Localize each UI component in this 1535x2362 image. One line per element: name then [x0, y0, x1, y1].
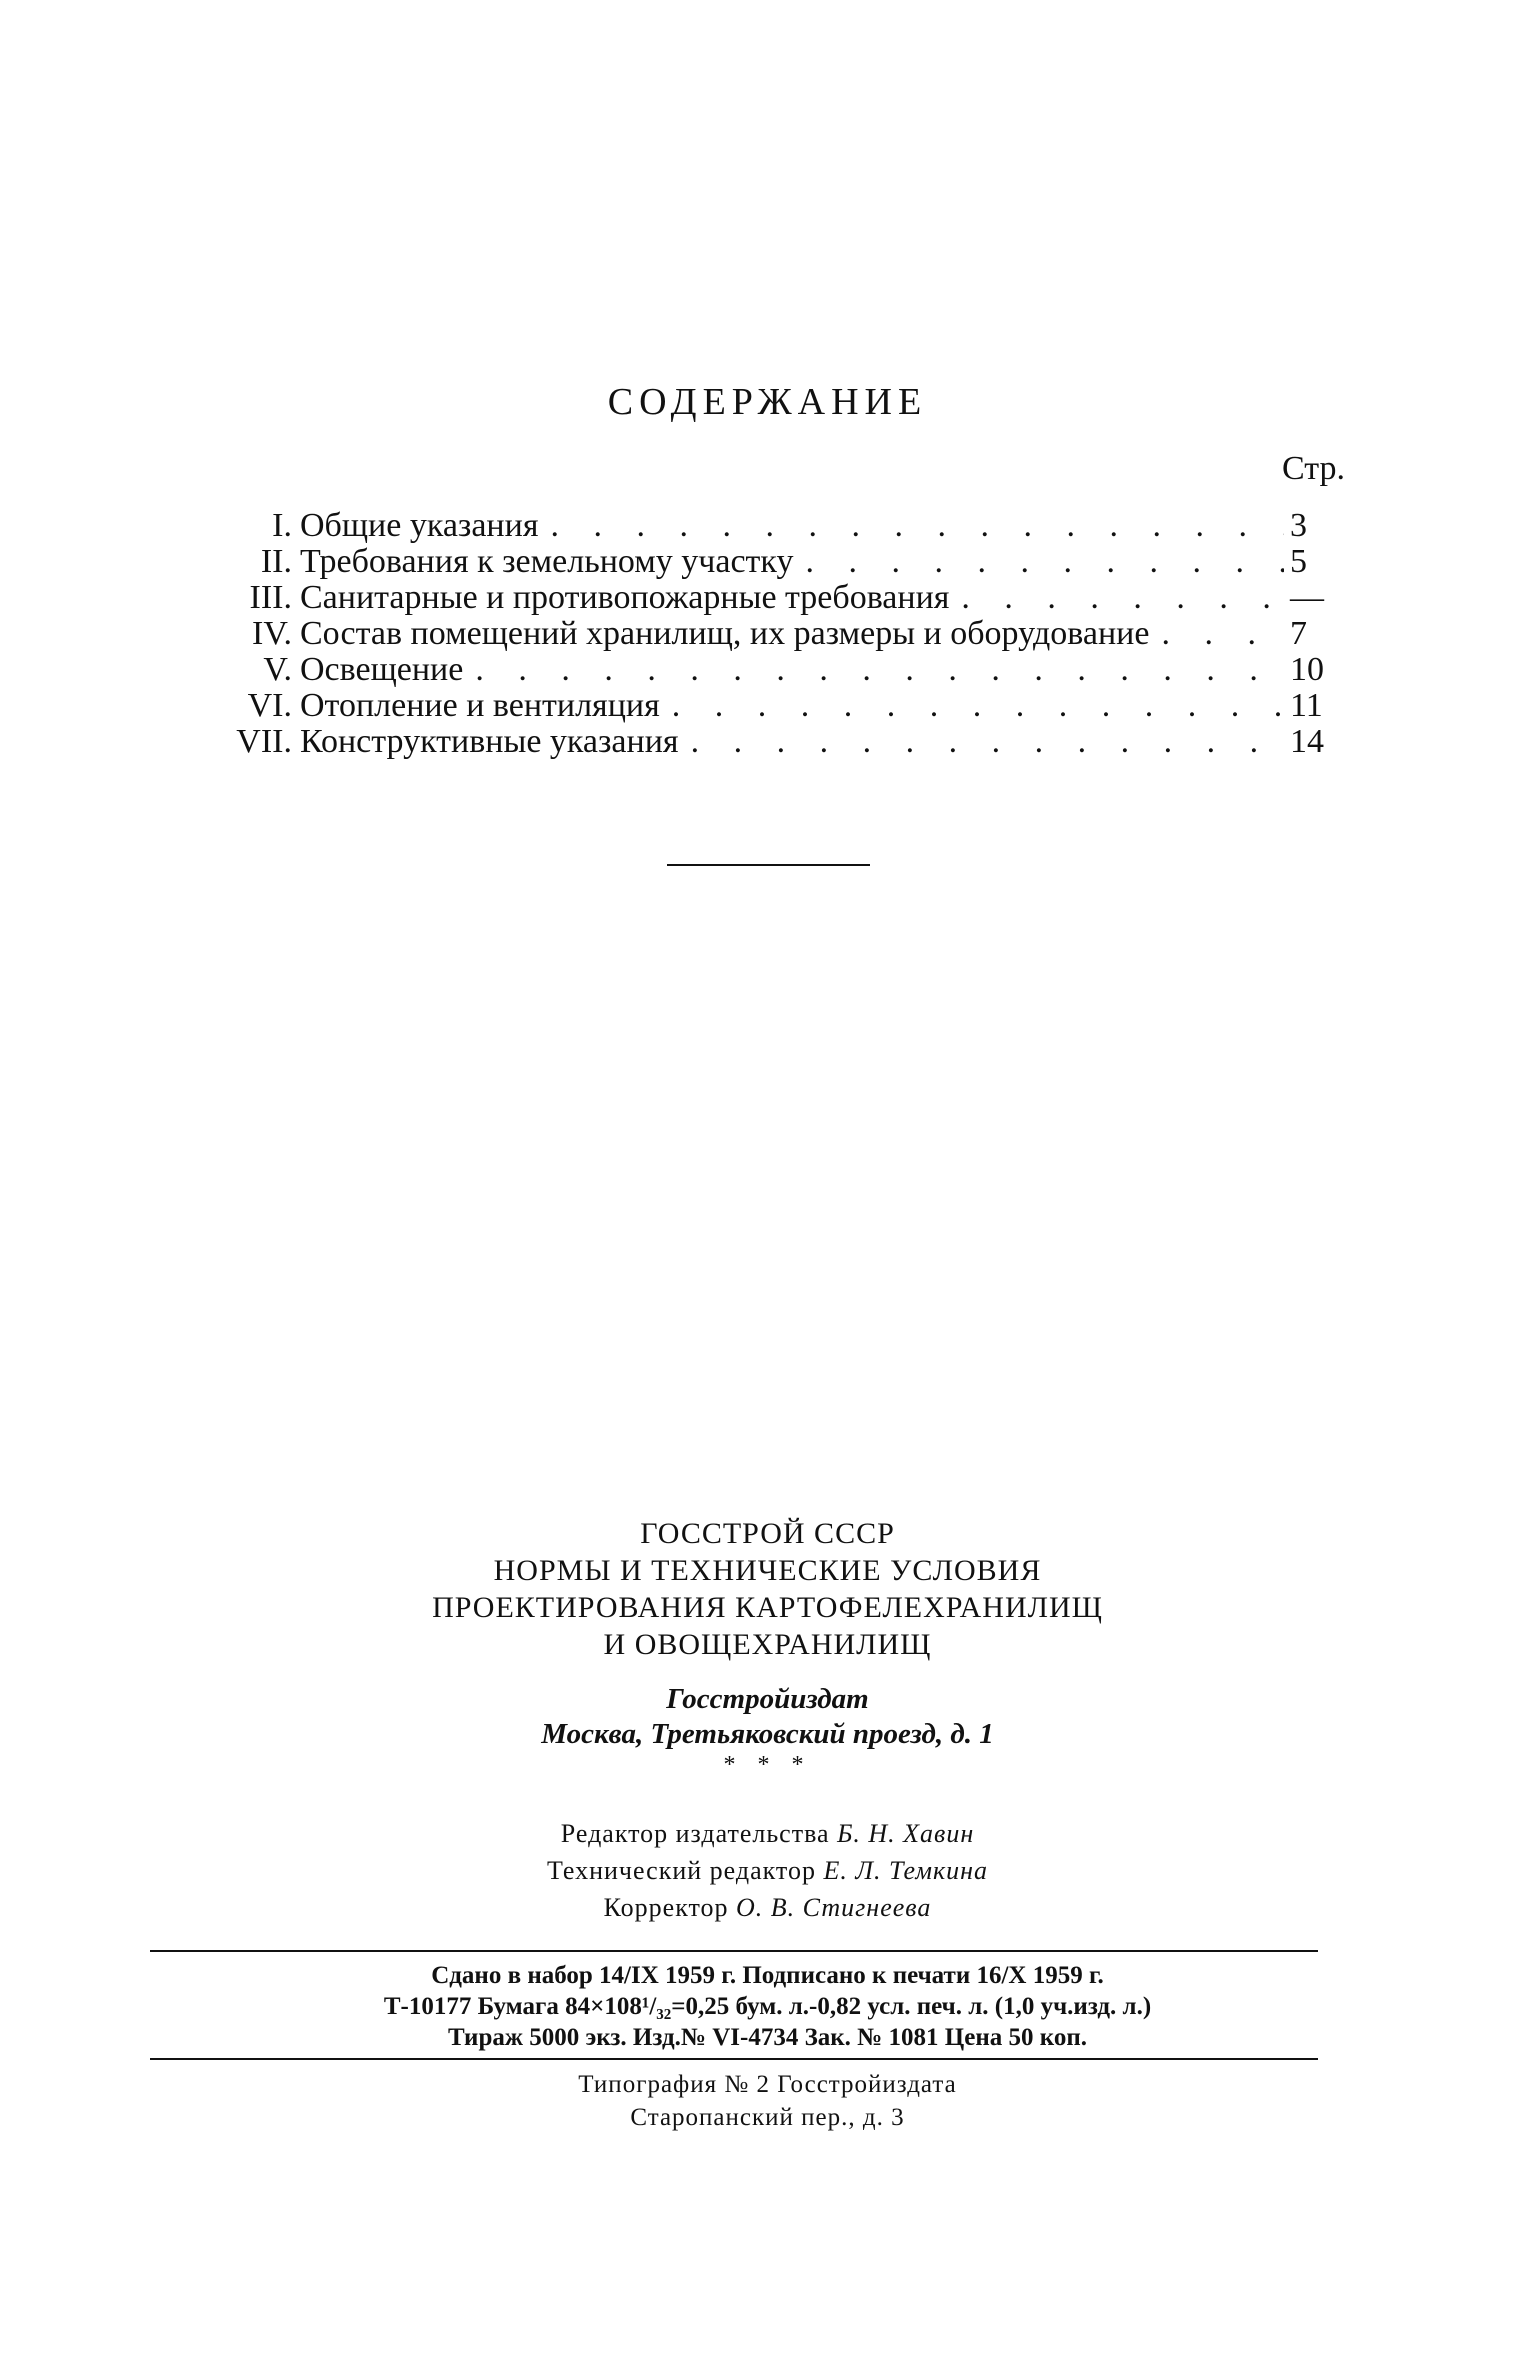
title-line: И ОВОЩЕХРАНИЛИЩ	[603, 1628, 932, 1661]
toc-item-title: Состав помещений хранилищ, их размеры и оборудование	[300, 615, 1150, 652]
toc-item-page: —	[1290, 579, 1324, 616]
section-divider	[667, 864, 870, 866]
printer-line: Старопанский пер., д. 3	[630, 2104, 905, 2131]
toc-item	[150, 616, 1340, 652]
print-data-line: Тираж 5000 экз. Изд.№ VI-4734 Зак. № 1081 Цена 50 коп.	[448, 2024, 1087, 2051]
toc-item-number: II.	[260, 543, 292, 580]
print-data-line: Сдано в набор 14/IX 1959 г. Подписано к печати 16/X 1959 г.	[431, 1962, 1104, 1989]
toc-item	[150, 688, 1340, 724]
toc-item	[150, 544, 1340, 580]
rule-top	[150, 1950, 1318, 1952]
toc-item-number: VI.	[247, 687, 292, 724]
toc-item-page: 11	[1290, 687, 1323, 724]
publisher-address: Москва, Третьяковский проезд, д. 1	[541, 1718, 994, 1750]
credits-block	[0, 1815, 1535, 1926]
toc-item	[150, 580, 1340, 616]
toc-item-page: 14	[1290, 723, 1324, 760]
toc-item-number: V.	[263, 651, 292, 688]
credit-role: Корректор	[603, 1893, 729, 1922]
title-line: ПРОЕКТИРОВАНИЯ КАРТОФЕЛЕХРАНИЛИЩ	[432, 1591, 1103, 1624]
publisher-block	[0, 1682, 1535, 1752]
publisher-name: Госстройиздат	[666, 1683, 869, 1715]
toc-item-number: III.	[249, 579, 292, 616]
credit-line	[0, 1852, 1535, 1889]
toc-dot-leader	[463, 652, 1284, 688]
title-line: НОРМЫ И ТЕХНИЧЕСКИЕ УСЛОВИЯ	[493, 1554, 1042, 1587]
toc-dot-leader	[660, 688, 1284, 724]
printer-block	[0, 2068, 1535, 2134]
toc-item-title: Освещение	[300, 651, 464, 688]
credit-role: Редактор издательства	[560, 1819, 830, 1848]
page-column-label: Стр.	[1282, 450, 1346, 487]
toc-item-title: Общие указания	[300, 507, 539, 544]
toc-item-page: 5	[1290, 543, 1307, 580]
toc-item-title: Отопление и вентиляция	[300, 687, 660, 724]
toc-item-page: 3	[1290, 507, 1307, 544]
toc-item-page: 10	[1290, 651, 1324, 688]
credit-name: О. В. Стигнеева	[736, 1893, 932, 1922]
toc-item-number: I.	[272, 507, 292, 544]
toc-dot-leader	[679, 724, 1284, 760]
toc-dot-leader	[1149, 616, 1284, 652]
rule-bottom	[150, 2058, 1318, 2060]
toc-dot-leader	[538, 508, 1284, 544]
toc-item	[150, 724, 1340, 760]
contents-title: СОДЕРЖАНИЕ	[607, 381, 928, 423]
credit-name: Е. Л. Темкина	[823, 1856, 989, 1885]
print-data-line: Т-10177 Бумага 84×108¹/₃₂=0,25 бум. л.-0,82 усл. печ. л. (1,0 уч.изд. л.)	[383, 1993, 1152, 2020]
table-of-contents	[150, 508, 1340, 760]
credit-line	[0, 1815, 1535, 1852]
separator-stars: * * *	[723, 1752, 812, 1778]
print-data-block	[0, 1960, 1535, 2053]
credit-line	[0, 1889, 1535, 1926]
credit-name: Б. Н. Хавин	[837, 1819, 975, 1848]
toc-item-number: IV.	[252, 615, 292, 652]
toc-item	[150, 508, 1340, 544]
toc-item-title: Конструктивные указания	[300, 723, 679, 760]
credit-role: Технический редактор	[546, 1856, 816, 1885]
toc-item-number: VII.	[236, 723, 292, 760]
book-title-block	[0, 1515, 1535, 1663]
toc-item	[150, 652, 1340, 688]
toc-dot-leader	[949, 580, 1284, 616]
toc-item-title: Санитарные и противопожарные требования	[300, 579, 950, 616]
toc-item-page: 7	[1290, 615, 1307, 652]
title-line: ГОССТРОЙ СССР	[640, 1517, 895, 1550]
printer-line: Типография № 2 Госстройиздата	[578, 2071, 957, 2098]
toc-item-title: Требования к земельному участку	[300, 543, 794, 580]
toc-dot-leader	[793, 544, 1284, 580]
